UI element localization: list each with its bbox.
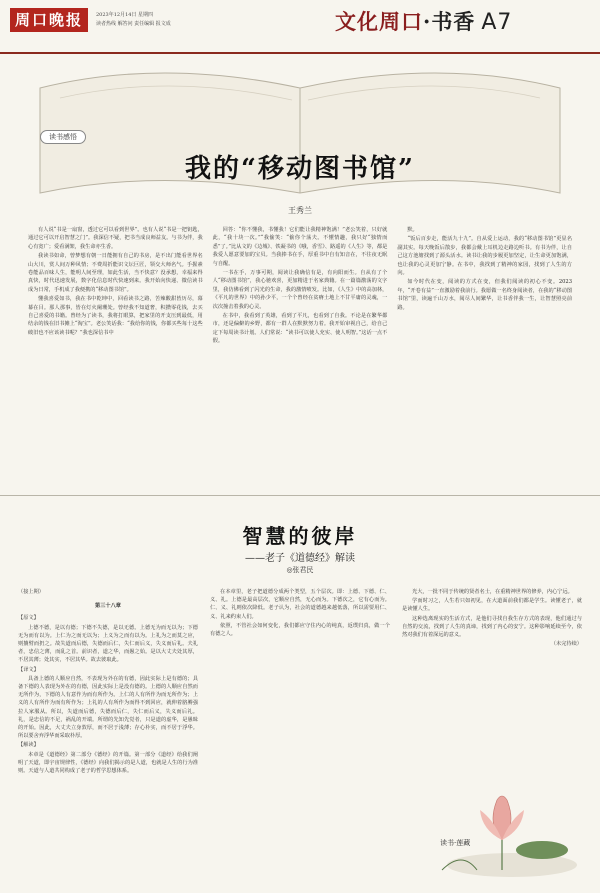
paragraph: 有人说“书是一扇窗，透过它可以看到世界”。也有人说“书是一把钥匙，通过它可以开启智慧之门”。我深信不疑，把书当成良师益友。与书为伴，我心有宽广；爱看满架，我生命亦生香。	[28, 227, 203, 250]
original-text: 上德不德，是以有德；下德不失德，是以无德。上德无为而无以为；下德无为而有以为。上仁为之而无以为；上义为之而有以为。上礼为之而莫之应，则攘臂而扔之。故失道而后德，失德而后仁，失仁而后义，失义而后礼。夫礼者，忠信之薄，而乱之首。前识者，道之华，而愚之始。是以大丈夫处其厚，不居其薄；处其实，不居其华。故去彼取此。	[18, 624, 198, 664]
article2-subtitle: ——老子《道德经》解读	[245, 553, 355, 564]
paragraph: 懂我喜爱如书，我在书中乾坤中，回看读书之路，苦辣酸甜皆历尽，幕幕在目。那人那事，皆在灯火阑珊处。曾经我不知道奢，积攒零花钱，去买自己喜爱的书籍。曾经为了读书，我将打眼算，把家里的开支压到最低，用结余的钱在旧书摊上“淘宝”。老公笑话我：“我给你的钱，你都买些每十这些破旧也不应该读书呢？”我也深信书中	[28, 296, 203, 336]
header-meta	[96, 11, 171, 29]
paragraph: “饭后百步走，能活九十九”。自从爱上运动，我的“移动图书馆”更显名副其实。每天晚饭后散步，我都会戴上耳机边走路边听书。有书为伴，让自己这方池塘找到了源头活水。读书让我的步履更加坚定，让生命更加饱满，也让我的心灵更加宁静。在书中，我找到了精神的家园，找到了人生的方向。	[397, 236, 573, 277]
image-caption: 读书·莲藏	[440, 839, 471, 847]
page-number: A7	[481, 10, 513, 35]
paragraph: 在书中，我看到了英雄，看到了平凡，也看到了自我。不论是在繁华都市，还是偏僻的乡野，都有一群人在默默努力着。我开始审视自己，给自己定下每周读书计划。人们常说：“读书可以使人充实、使人明智。”这话一点不假。	[212, 313, 388, 345]
article2-column-2	[210, 588, 390, 776]
paragraph: 学而时习之，人生若只如初见，在大道面前我们都是学生。读懂老子，就是读懂人生。	[402, 598, 582, 613]
to-be-continued: （未完待续）	[550, 641, 582, 648]
analysis-text: 在本章里，老子把道德分成两个类型，五个层次。即：上德、下德、仁、义、礼。上德是最高层次，它顺应自然，无心而为。下德次之，它有心而为。仁、义、礼则依次降低。老子认为，社会的道德越来越低落，所以需要用仁、义、礼来约束人们。	[210, 589, 390, 620]
paragraph: 我读书如命，曾梦想有朝一日能拥有自己的书房，是不出门能看世界名山大川，赏人间万种风情；不费周折能识文坛巨匠，领交大师名气。手握素卷能品百味人生，能明人间至理，如此生活，当不快意？没承想，幸福来得真快，时代迅速发展，数字化信息时代快速到来。我开始向快递、微信读书成为日常，手机成了我便携的“移动图书馆”。	[28, 253, 203, 293]
paragraph: 一书在手，万事可期，阅读让我确信有是，有向阳而生。自从有了个人“移动图书馆”，我心驰欢喜，更加精进于名家典籍。在一篇篇激荡的文字里，我仿佛看到了闪光的生命，我的激情喷发。比如，《人生》中的高加林，《平凡的世界》中的孙少平，一个个曾经在贫瘠土地上不甘平庸的灵魂，一次次撞击着我的心灵。	[212, 270, 388, 310]
article1-author: 王秀兰	[288, 206, 312, 215]
article2-column-1	[18, 588, 198, 776]
section-name: 文化周口	[335, 9, 423, 34]
page-header	[0, 0, 600, 54]
article2-author: ◎张君民	[286, 566, 314, 574]
article2-title: 智慧的彼岸	[242, 524, 358, 548]
article2-body	[18, 588, 582, 776]
article1-title: 我的“移动图书馆”	[185, 154, 415, 184]
paragraph: 回答：“你不懂我，书懂我！它们能让我精神饱满！”老公笑着，只好就此，“我十块一次。”“我偷笑：“偷你个荡夫。不懂情趣，我只好“独情而悉”了。”比从文的《边城》、铁凝书的《哦，香雪》、路遥的《人生》等，都是我爱人愿意要加的宝贝。当我捧书在手，厚重书中自有知音在，不往夜无眠与自醒。	[212, 227, 388, 267]
article1-column-3	[397, 226, 572, 347]
translation-label: 【译文】	[18, 666, 39, 673]
category-tag: 读书感悟	[40, 130, 86, 144]
original-label: 【原文】	[18, 615, 39, 622]
paragraph: 默。	[407, 227, 418, 233]
translation-text: 具备上德的人顺应自然，不表现为外在的有德，因此实际上是有德的；具备下德的人表现为外在的有德，因此实际上是没有德的。上德的人顺应自然而无所作为，下德的人有意作为而有所作为。上仁的人有所作为而无所作为；上义的人有所作为而有所作为；上礼的人有所作为而得不到回应，就伸着胳膊强拉人家服从。所以，失道而后德，失德而后仁，失仁而后义，失义而后礼。礼，是忠信的不足，祸乱的开端。所谓的先知先觉者，只是道的虚华，是愚昧的开始。因此，大丈夫立身敦厚，而不居于浅薄；存心朴实，而不居于浮华。所以要舍弃浮华而采取朴厚。	[18, 675, 198, 740]
lotus-illustration	[402, 770, 582, 885]
issue-date: 2023年12月14日 星期四	[96, 12, 154, 18]
analysis-text: 依照，不管社会如何变化，我们都应守住内心的纯真，返璞归真，做一个有德之人。	[210, 622, 390, 638]
analysis-text: 本章是《道德经》第二部分《德经》的开篇。第一部分《道经》给我们阐明了天道，即宇宙规律性，《德经》向我们揭示的是人道，也就是人生的行为准则。天道与人道共同构成了老子的哲学思想体系。	[18, 751, 198, 775]
masthead-logo: 周口晚报	[10, 8, 88, 32]
section-title: 文化周口·书香 A7	[335, 9, 513, 35]
article1-column-2	[213, 226, 388, 347]
subsection-name: 书香	[431, 9, 476, 34]
chapter-heading: 第三十八章	[95, 603, 121, 610]
section-divider	[0, 495, 600, 496]
article1-column-1	[28, 226, 203, 347]
article1-body	[28, 226, 572, 347]
continued-note: （接上期）	[18, 589, 44, 595]
editor-line: 读者热线 解答问 责任编辑 报文成	[96, 21, 171, 27]
paragraph: 这种选离现实的生活方式，是他们寻找自我生存方式的表现，他们通过与自然的交流，找到了人生的真谛，找到了内心的安宁。这种影响延续至今，依然对我们有着深远的意义。	[402, 615, 582, 639]
paragraph: 光大，一批不同于传统的贤者名士，在重精神世界的修养，内心宁远。	[412, 589, 573, 595]
paragraph: 如今时代在变，阅读的方式在变，但我们阅读的初心不变。2023年，“开卷有益”一直激励着我前行。我愿做一名终身阅读者，在我的“移动图书馆”里，读遍千山万水，阅尽人间繁华，让书香伴我一生，让智慧照亮前路。	[397, 279, 573, 311]
analysis-label: 【解读】	[18, 742, 39, 749]
article2-column-3	[402, 588, 582, 776]
